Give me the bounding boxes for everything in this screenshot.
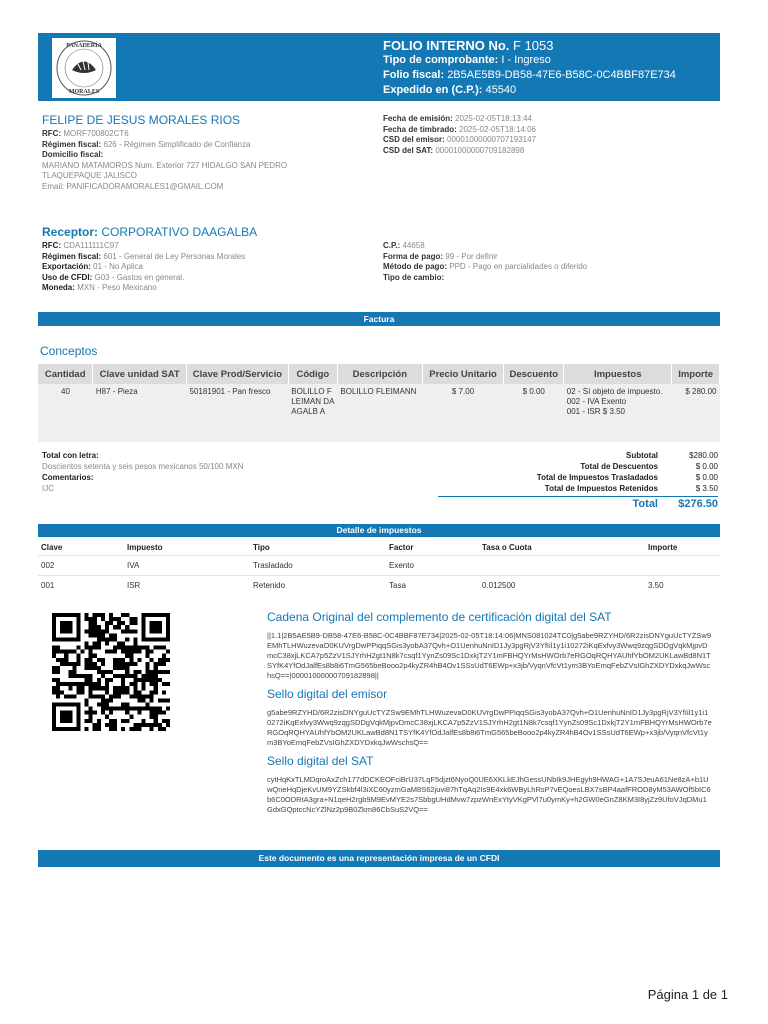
receptor-block: Receptor: CORPORATIVO DAAGALBA RFC: CDA111111C97 Régimen fiscal: 601 - General de Ley Personas Morales Exportación: 01 - No Aplica Uso de CFDI: G03 - Gastos en general. Moneda: MXN - Peso Mexicano bbox=[42, 225, 258, 292]
col-prod: Clave Prod/Servicio bbox=[187, 364, 289, 384]
col-unidad: Clave unidad SAT bbox=[93, 364, 187, 384]
impuestos-bar: Detalle de impuestos bbox=[38, 524, 720, 537]
total-value: $276.50 bbox=[678, 498, 718, 510]
table-row: 002 IVA Trasladado Exento bbox=[38, 556, 720, 576]
sello-sat-text: cytHqKxTLMDqroAxZch177dDCKEOFciBrU37LqF5djzt6NyoQ0UE6XKLkEJhGessUNbIk9JHEgyh9HWAG+1A7SJeuA61Ne8zA+b1UwQneHqDjeKvUM9YZSkbf4l3iXC60yzmGaM8S62juvi87hTqAq2Is9E4xk6WByLhRsP7vEQoesLBX7sBP4aafFROD8yM53AWOf5bIC6b6C0ODRtA3gra+N1qeH2rgb9M9EvMYE2s7SbbgUHdMvw7zpzWnExYtyVKgPVl7u0ymKy+h2GW0eGnZ8KM3I8yjZz9UfoVJqDMu1GdxGQptccNcYZlNz2p9B0Zkm86CbSuS2VQ== bbox=[267, 775, 711, 814]
col-impuestos: Impuestos bbox=[564, 364, 672, 384]
conceptos-title: Conceptos bbox=[40, 344, 98, 358]
emisor-name: FELIPE DE JESUS MORALES RIOS bbox=[42, 113, 241, 127]
svg-text:PANADERÍA: PANADERÍA bbox=[66, 43, 102, 49]
col-descuento: Descuento bbox=[504, 364, 564, 384]
conceptos-table bbox=[38, 364, 720, 442]
impuestos-table: Clave Impuesto Tipo Factor Tasa o Cuota Importe 002 IVA Trasladado Exento 001 ISR Retenido Tasa 0.012500 3.50 bbox=[38, 540, 720, 595]
sello-emisor-text: g5abe9RZYHD/6R2zisDNYguUcTYZSw9EMhTLHWuzevaO0KUVrgDwPPiqqSGis3yobA37Qvh+O1UenhuNnID1Jy3pgRjV3YfIil1y1i10272iKqExfvy3Wwq9zqgSDDgVqkMjpvDmcC38xjLKCA7p5ZzV1SJYrhH2gt1N8k7csqf1YynZs09Sc1DxkjT2Y1mFBHQYrMsHWOrb7eRGOqRQHYAUhfYbOM2UKLawBd8N1TSYfK4YfOdJalfEs8b8i6TmG565beBooo2p4kyZR4hB4Ov1SSsUdT6EWp+x3jb/VyqnVfcVt1ym3BYoEmqFebZVsIGhZXDYDxkqJwWschsQ== bbox=[267, 708, 712, 747]
cadena-title: Cadena Original del complemento de certificación digital del SAT bbox=[267, 610, 612, 624]
timbrado-block: Fecha de emisión: 2025-02-05T18:13:44 Fecha de timbrado: 2025-02-05T18:14:06 CSD del emisor: 00001000000707193147 CSD del SAT: 00001000000709182898 bbox=[383, 114, 537, 155]
sello-sat-title: Sello digital del SAT bbox=[267, 754, 374, 768]
panaderia-logo bbox=[52, 38, 116, 98]
table-row: 001 ISR Retenido Tasa 0.012500 3.50 bbox=[38, 576, 720, 596]
emisor-block: FELIPE DE JESUS MORALES RIOS RFC: MORF700802CT6 Régimen fiscal: 626 - Régimen Simplificado de Confianza Domicilio fiscal: MARIANO MATAMOROS Num. Exterior 727 HIDALGO SAN PEDRO TLAQUEPAQUE JALISCO Email: PANIFICADORAMORALES1@GMAIL.COM bbox=[42, 113, 372, 192]
col-importe: Importe bbox=[672, 364, 720, 384]
qr-code bbox=[52, 613, 170, 731]
svg-text:MORALES: MORALES bbox=[68, 89, 100, 95]
cadena-text: ||1.1|2B5AE5B9-DB58-47E6-B58C-0C4BBF87E734|2025-02-05T18:14:06|MNS081024TC0|g5abe9RZYHD/6R2zisDNYguUcTYZSw9EMhTLHWuzevaO0KUVrgDwPPiqqSGis3yobA37Qvh+O1UenhuNnID1Jy3pgRjV3YfIil1y1i10272iKqExfvy3Wwq9zqgSDDgVqkMjpvDmcC38xjLKCA7p5ZzV1SJYrhH2gt1N8k7csqf1YynZs09Sc1DxkjT2Y1mFBHQYrMsHWOrb7eRGOqRQHYAUhfYbOM2UKLawBd8N1TSYfK4YfOdJalfEs8b8i6TmG565beBooo2p4kyZR4hB4Ov1SSsUdT6EWp+x3jb/VyqnVfcVt1ym3BYoEmqFebZVsIGhZXDYDxkqJwWschsQ==|00001000000709182898|| bbox=[267, 631, 712, 680]
col-descripcion: Descripción bbox=[337, 364, 422, 384]
table-row: 40 H87 - Pieza 50181901 - Pan fresco BOLILLO FLEIMAN DAAGALB A BOLILLO FLEIMANN $ 7.00 $ 0.00 02 - Sí objeto de impuesto. 002 - IVA Exento 001 - ISR $ 3.50 $ 280.00 bbox=[38, 384, 720, 442]
col-precio: Precio Unitario bbox=[422, 364, 504, 384]
col-cantidad: Cantidad bbox=[38, 364, 93, 384]
footer-bar: Este documento es una representación impresa de un CFDI bbox=[38, 850, 720, 867]
sat-cadenas bbox=[267, 610, 712, 821]
page-number: Página 1 de 1 bbox=[647, 987, 728, 1002]
total-label: Total bbox=[632, 498, 658, 510]
factura-bar: Factura bbox=[38, 312, 720, 326]
sello-emisor-title: Sello digital del emisor bbox=[267, 687, 388, 701]
col-codigo: Código bbox=[288, 364, 337, 384]
pago-block: C.P.: 44658 Forma de pago: 99 - Por definir Método de pago: PPD - Pago en parcialidades o diferido Tipo de cambio: bbox=[383, 241, 588, 282]
folio-block: FOLIO INTERNO No. F 1053 Tipo de comprobante: I - Ingreso Folio fiscal: 2B5AE5B9-DB58-47E6-B58C-0C4BBF87E734 Expedido en (C.P.): 45540 bbox=[383, 38, 676, 96]
